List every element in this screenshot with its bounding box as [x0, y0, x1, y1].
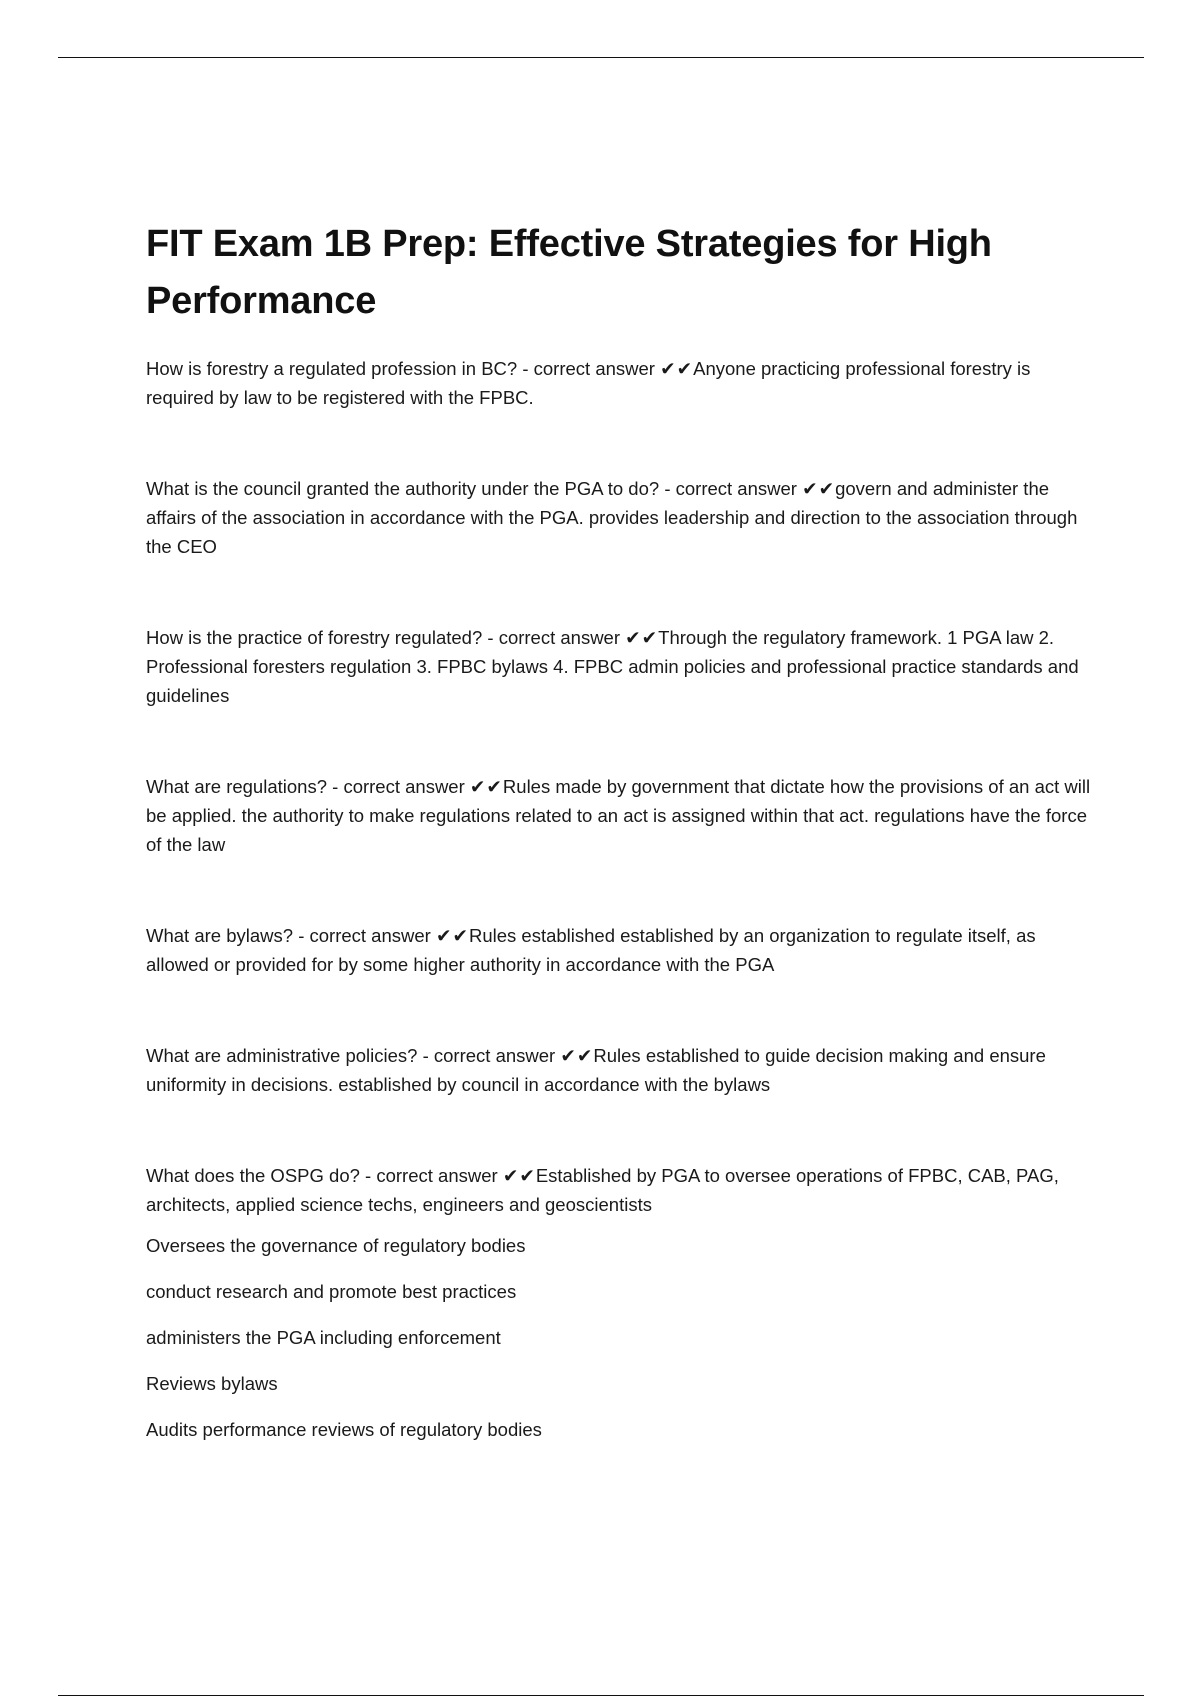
document-body: [146, 216, 1096, 1461]
double-check-icon: ✔✔: [802, 478, 836, 499]
double-check-icon: ✔✔: [660, 358, 694, 379]
qa-item: [146, 921, 1096, 979]
qa-item: [146, 623, 1096, 710]
question-text: What is the council granted the authority under the PGA to do?: [146, 478, 660, 499]
answer-marker: - correct answer: [332, 776, 465, 797]
answer-text: Rules made by government that dictate how the provisions of an act will be applied. the authority to make regulations related to an act is assigned within that act. regulations have the force of the law: [146, 776, 1091, 855]
qa-item: [146, 474, 1096, 561]
document-title: FIT Exam 1B Prep: Effective Strategies for High Performance: [146, 223, 992, 322]
double-check-icon: ✔✔: [560, 1045, 594, 1066]
double-check-icon: ✔✔: [502, 1165, 536, 1186]
question-text: How is the practice of forestry regulated?: [146, 627, 483, 648]
double-check-icon: ✔✔: [435, 925, 469, 946]
answer-marker: - correct answer: [487, 627, 621, 648]
list-item: Oversees the governance of regulatory bodies: [146, 1235, 526, 1256]
qa-item: [146, 354, 1096, 412]
answer-text: Anyone practicing professional forestry is required by law to be registered with the FPBC.: [146, 358, 1031, 408]
answer-marker: - correct answer: [365, 1165, 498, 1186]
question-text: What are bylaws?: [146, 925, 294, 946]
ospg-duties-list: [146, 1231, 1096, 1444]
answer-text: Established by PGA to oversee operations of FPBC, CAB, PAG, architects, applied science techs, engineers and geoscientists: [146, 1165, 1059, 1215]
list-item: Audits performance reviews of regulatory bodies: [146, 1419, 542, 1440]
question-text: How is forestry a regulated profession in BC?: [146, 358, 518, 379]
question-text: What are administrative policies?: [146, 1045, 418, 1066]
question-text: What are regulations?: [146, 776, 327, 797]
double-check-icon: ✔✔: [469, 776, 503, 797]
answer-marker: - correct answer: [664, 478, 797, 499]
answer-text: govern and administer the affairs of the association in accordance with the PGA. provides leadership and direction to the association through the CEO: [146, 478, 1078, 557]
answer-marker: - correct answer: [298, 925, 431, 946]
list-item: administers the PGA including enforcement: [146, 1327, 501, 1348]
list-item: Reviews bylaws: [146, 1373, 278, 1394]
answer-text: Rules established to guide decision making and ensure uniformity in decisions. established by council in accordance with the bylaws: [146, 1045, 1046, 1095]
double-check-icon: ✔✔: [625, 627, 659, 648]
answer-text: Through the regulatory framework. 1 PGA law 2. Professional foresters regulation 3. FPBC bylaws 4. FPBC admin policies and professional practice standards and guidelines: [146, 627, 1079, 706]
question-text: What does the OSPG do?: [146, 1165, 360, 1186]
qa-item: [146, 772, 1096, 859]
answer-marker: - correct answer: [422, 1045, 556, 1066]
answer-marker: - correct answer: [522, 358, 655, 379]
qa-item: [146, 1041, 1096, 1099]
bottom-divider: [58, 1695, 1144, 1696]
top-divider: [58, 57, 1144, 58]
list-item: conduct research and promote best practices: [146, 1281, 517, 1302]
qa-item: [146, 1161, 1096, 1219]
answer-text: Rules established established by an organization to regulate itself, as allowed or provided for by some higher authority in accordance with the PGA: [146, 925, 1036, 975]
